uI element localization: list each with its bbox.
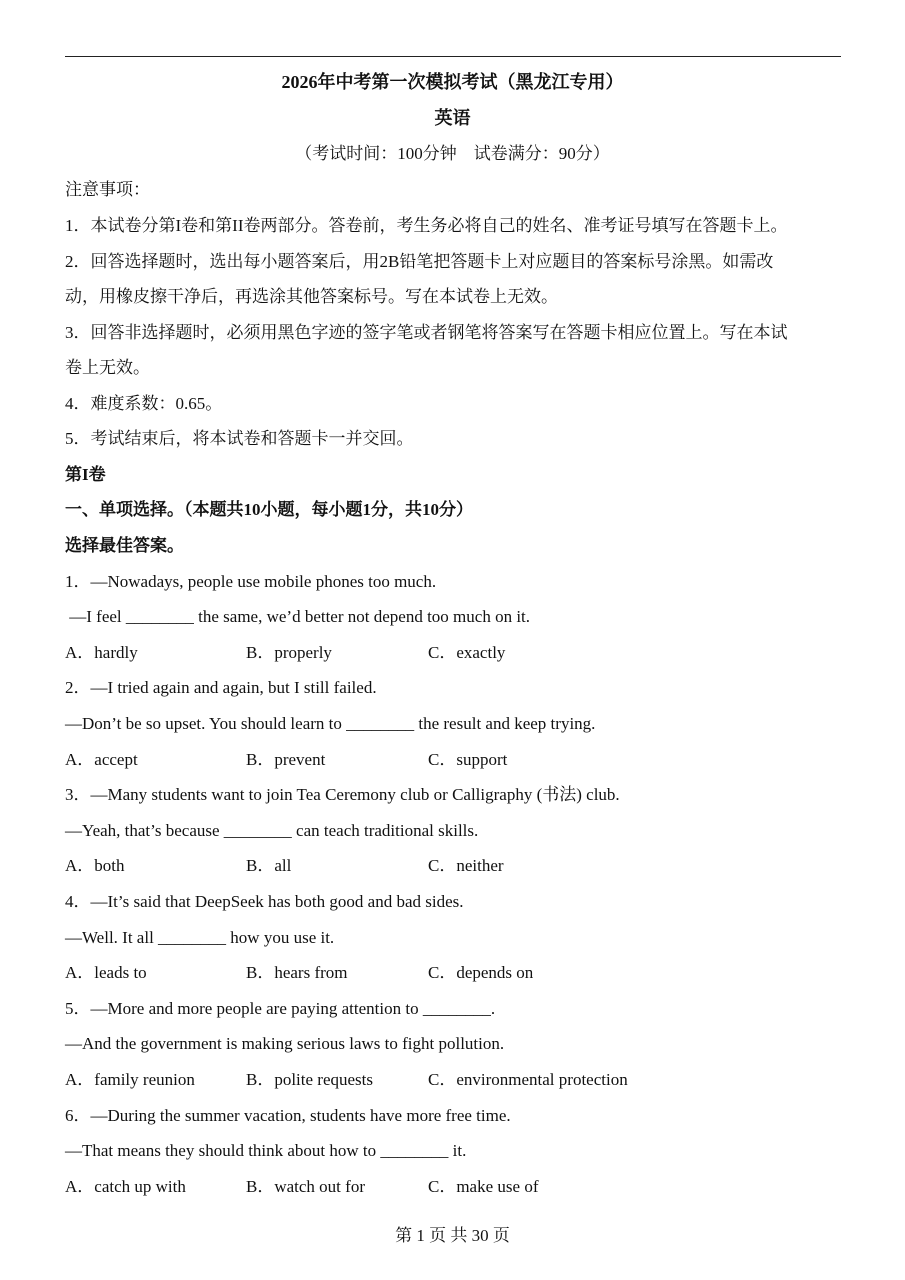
option-b: B．polite requests bbox=[246, 1070, 374, 1089]
question-prompt: 1．—Nowadays, people use mobile phones too much. bbox=[65, 572, 437, 591]
volume-heading: 第I卷 bbox=[65, 465, 106, 484]
question-prompt: 3．—Many students want to join Tea Ceremony club or Calligraphy (书法) club. bbox=[65, 785, 620, 804]
option-b: B．watch out for bbox=[246, 1177, 365, 1196]
note-item: 2．回答选择题时，选出每小题答案后，用2B铅笔把答题卡上对应题目的答案标号涂黑。如需改 bbox=[65, 252, 774, 271]
note-item: 动，用橡皮擦干净后，再选涂其他答案标号。写在本试卷上无效。 bbox=[65, 287, 558, 306]
note-item: 1．本试卷分第I卷和第II卷两部分。答卷前，考生务必将自己的姓名、准考证号填写在答题卡上。 bbox=[65, 216, 788, 235]
question-response: —Well. It all ________ how you use it. bbox=[65, 928, 335, 947]
question-response: —Yeah, that’s because ________ can teach traditional skills. bbox=[65, 821, 479, 840]
question-response: —That means they should think about how to ________ it. bbox=[65, 1141, 467, 1160]
note-item: 5．考试结束后，将本试卷和答题卡一并交回。 bbox=[65, 429, 414, 448]
option-b: B．hears from bbox=[246, 963, 348, 982]
part-title: 一、单项选择。（本题共10小题，每小题1分，共10分） bbox=[65, 500, 473, 519]
header-rule bbox=[65, 56, 841, 57]
note-item: 3．回答非选择题时，必须用黑色字迹的签字笔或者钢笔将答案写在答题卡相应位置上。写在本试 bbox=[65, 323, 788, 342]
page-number: 第 1 页 共 30 页 bbox=[395, 1226, 510, 1245]
option-c: C．make use of bbox=[428, 1177, 539, 1196]
option-c: C．exactly bbox=[428, 643, 506, 662]
option-b: B．properly bbox=[246, 643, 332, 662]
notes-heading: 注意事项： bbox=[65, 180, 150, 199]
option-c: C．neither bbox=[428, 856, 504, 875]
option-a: A．catch up with bbox=[65, 1177, 186, 1196]
option-b: B．all bbox=[246, 856, 292, 875]
question-response: —I feel ________ the same, we’d better not depend too much on it. bbox=[65, 607, 531, 626]
option-a: A．both bbox=[65, 856, 125, 875]
option-a: A．accept bbox=[65, 750, 138, 769]
instruction: 选择最佳答案。 bbox=[65, 536, 184, 555]
question-response: —And the government is making serious laws to fight pollution. bbox=[65, 1034, 505, 1053]
option-a: A．family reunion bbox=[65, 1070, 195, 1089]
option-c: C．support bbox=[428, 750, 508, 769]
option-c: C．environmental protection bbox=[428, 1070, 628, 1089]
question-response: —Don’t be so upset. You should learn to ________ the result and keep trying. bbox=[65, 714, 596, 733]
note-item: 卷上无效。 bbox=[65, 358, 150, 377]
question-prompt: 4．—It’s said that DeepSeek has both good and bad sides. bbox=[65, 892, 464, 911]
note-item: 4．难度系数：0.65。 bbox=[65, 394, 223, 413]
question-prompt: 6．—During the summer vacation, students have more free time. bbox=[65, 1106, 511, 1125]
question-prompt: 5．—More and more people are paying attention to ________. bbox=[65, 999, 496, 1018]
option-a: A．hardly bbox=[65, 643, 138, 662]
subject-title: 英语 bbox=[434, 108, 471, 128]
exam-info: （考试时间：100分钟 试卷满分：90分） bbox=[295, 144, 610, 163]
option-c: C．depends on bbox=[428, 963, 534, 982]
option-a: A．leads to bbox=[65, 963, 147, 982]
option-b: B．prevent bbox=[246, 750, 326, 769]
exam-title: 2026年中考第一次模拟考试（黑龙江专用） bbox=[281, 72, 624, 92]
question-prompt: 2．—I tried again and again, but I still failed. bbox=[65, 678, 377, 697]
